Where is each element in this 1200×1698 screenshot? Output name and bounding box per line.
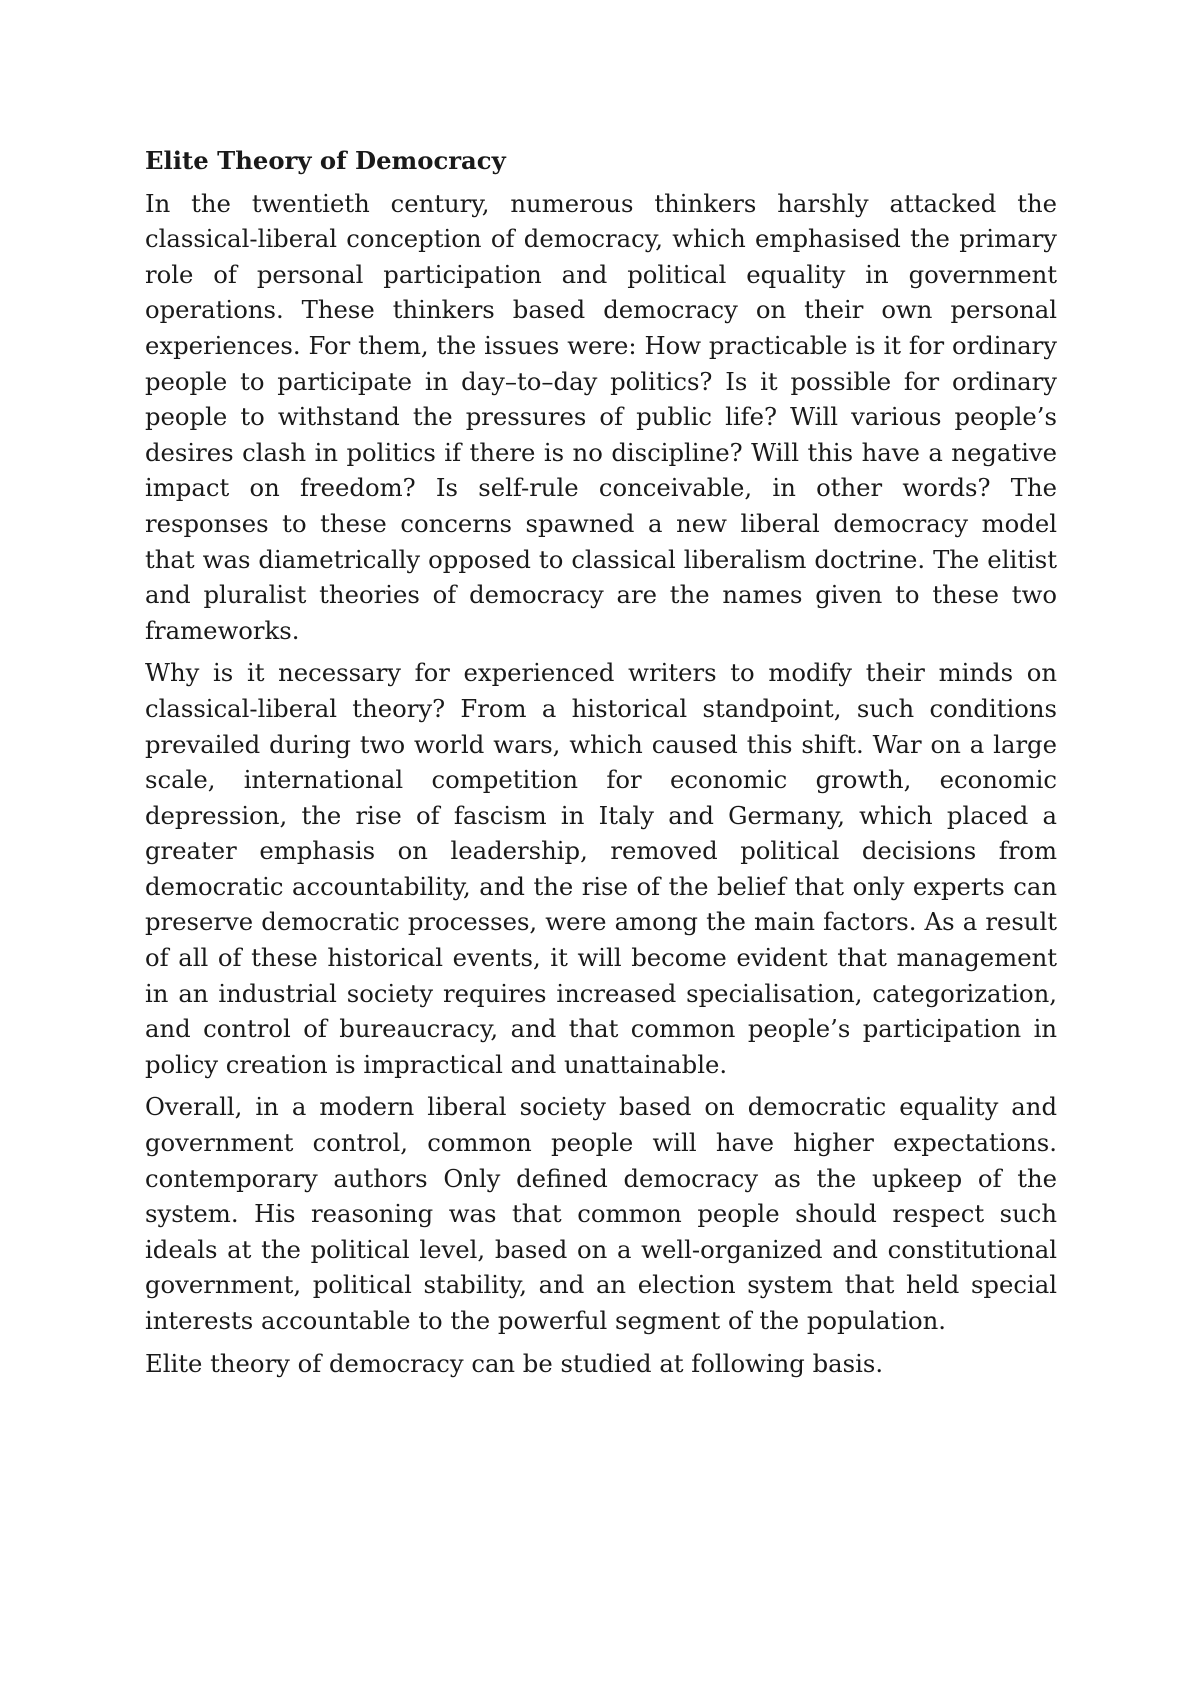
document-page: [145, 143, 1057, 1381]
paragraph-critique-classical-liberal: In the twentieth century, numerous thinkers harshly attacked the classical-liberal conception of democracy, which emphasised the primary role of personal participation and political equality in government operations. These thinkers based democracy on their own personal experiences. For them, the issues were: How practicable is it for ordinary people to participate in day–to–day politics? Is it possible for ordinary people to withstand the pressures of public life? Will various people’s desires clash in politics if there is no discipline? Will this have a negative impact on freedom? Is self-rule conceivable, in other words? The responses to these concerns spawned a new liberal democracy model that was diametrically opposed to classical liberalism doctrine. The elitist and pluralist theories of democracy are the names given to these two frameworks.: [145, 188, 1057, 645]
paragraph-study-basis: Elite theory of democracy can be studied at following basis.: [145, 1348, 884, 1378]
paragraph-historical-context: Why is it necessary for experienced writers to modify their minds on classical-liberal theory? From a historical standpoint, such conditions prevailed during two world wars, which caused this shift. War on a large scale, international competition for economic growth, economic depression, the rise of fascism in Italy and Germany, which placed a greater emphasis on leadership, removed political decisions from democratic accountability, and the rise of the belief that only experts can preserve democratic processes, were among the main factors. As a result of all of these historical events, it will become evident that management in an industrial society requires increased specialisation, categorization, and control of bureaucracy, and that common people’s participation in policy creation is impractical and unattainable.: [145, 658, 1057, 1079]
section-heading: Elite Theory of Democracy: [145, 146, 506, 175]
paragraph-modern-liberal-society: Overall, in a modern liberal society based on democratic equality and government control, common people will have higher expectations. contemporary authors Only defined democracy as the upkeep of the system. His reasoning was that common people should respect such ideals at the political level, based on a well-organized and constitutional government, political stability, and an election system that held special interests accountable to the powerful segment of the population.: [145, 1092, 1057, 1335]
